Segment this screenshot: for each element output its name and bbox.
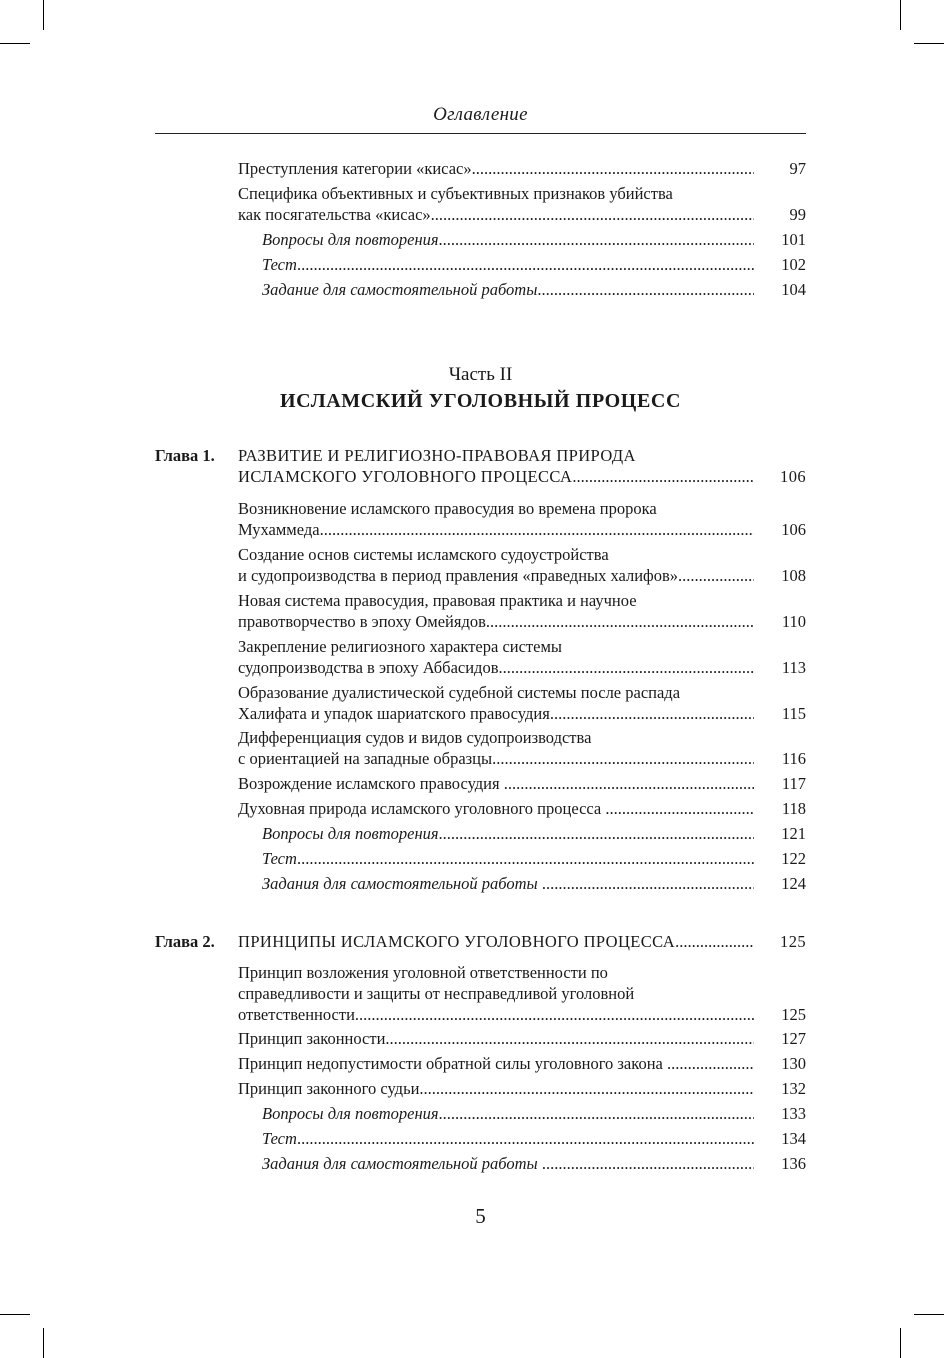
part-number: Часть II: [448, 364, 513, 385]
toc-page-number: 127: [781, 1029, 806, 1048]
toc-page-number: 108: [781, 566, 806, 585]
toc-entry-title: Создание основ системы исламского судоустройства: [238, 545, 609, 564]
toc-page-number: 104: [781, 280, 806, 299]
toc-entry-title-cont: как посягательства «кисас»: [238, 205, 431, 224]
toc-entry-title: Задания для самостоятельной работы: [262, 874, 542, 893]
toc-entry-title: Преступления категории «кисас»: [238, 159, 472, 178]
crop-mark: [43, 1328, 44, 1358]
toc-entry-title: Задание для самостоятельной работы: [262, 280, 538, 299]
chapter-title-line: ИСЛАМСКОГО УГОЛОВНОГО ПРОЦЕССА: [238, 467, 573, 486]
toc-page-number: 118: [781, 799, 806, 818]
toc-entry[interactable]: [238, 962, 806, 1025]
toc-entry-title-cont: с ориентацией на западные образцы: [238, 749, 493, 768]
toc-entry[interactable]: [238, 498, 806, 540]
toc-entry-title-cont: и судопроизводства в период правления «праведных халифов»: [238, 566, 679, 585]
running-header: Оглавление: [433, 104, 528, 125]
toc-entry-title: Закрепление религиозного характера системы: [238, 637, 562, 656]
toc-entry-title: Тест: [262, 1129, 297, 1148]
chapter-title-line: ПРИНЦИПЫ ИСЛАМСКОГО УГОЛОВНОГО ПРОЦЕССА: [238, 932, 676, 951]
toc-page-number: 99: [789, 205, 806, 224]
toc-entry-title: Тест: [262, 255, 297, 274]
crop-mark: [43, 0, 44, 30]
toc-entry-title: Вопросы для повторения: [262, 230, 439, 249]
toc-entry-title: Новая система правосудия, правовая практика и научное: [238, 591, 637, 610]
crop-mark: [914, 1314, 944, 1315]
toc-entry[interactable]: [238, 727, 806, 769]
toc-page-number: 122: [781, 849, 806, 868]
toc-entry-title: Вопросы для повторения: [262, 824, 439, 843]
toc-entry-title: Образование дуалистической судебной системы после распада: [238, 683, 681, 702]
toc-page-number: 124: [781, 874, 806, 893]
toc-entry-title-cont: судопроизводства в эпоху Аббасидов: [238, 658, 499, 677]
toc-page-number: 134: [781, 1129, 806, 1148]
toc-entry-title-cont: Халифата и упадок шариатского правосудия: [238, 704, 550, 723]
toc-page-number: 113: [781, 658, 806, 677]
toc-entry[interactable]: [238, 544, 806, 586]
toc-entry[interactable]: [238, 773, 806, 794]
toc-entry-title: Возникновение исламского правосудия во времена пророка: [238, 499, 657, 518]
toc-entry[interactable]: [238, 158, 806, 179]
toc-subentry[interactable]: [262, 254, 806, 275]
toc-page-number: 106: [780, 467, 806, 486]
toc-entry-title: Принцип законного судьи: [238, 1079, 420, 1098]
toc-subentry[interactable]: [262, 873, 806, 894]
toc-entry-title: Тест: [262, 849, 297, 868]
header-rule: [155, 133, 806, 134]
toc-entry-title-cont: Мухаммеда: [238, 520, 320, 539]
toc-page-number: 125: [781, 1005, 806, 1024]
chapter-title-line: РАЗВИТИЕ И РЕЛИГИОЗНО-ПРАВОВАЯ ПРИРОДА: [238, 446, 636, 465]
toc-entry[interactable]: [238, 590, 806, 632]
toc-entry-title: Специфика объективных и субъективных признаков убийства: [238, 184, 673, 203]
toc-page-number: 132: [781, 1079, 806, 1098]
toc-entry-title: Вопросы для повторения: [262, 1104, 439, 1123]
toc-entry[interactable]: [238, 798, 806, 819]
toc-entry-title: Принцип возложения уголовной ответственности по: [238, 963, 608, 982]
crop-mark: [0, 43, 30, 44]
toc-entry-title-cont: ответственности: [238, 1005, 355, 1024]
toc-page-number: 102: [781, 255, 806, 274]
toc-entry[interactable]: [238, 183, 806, 225]
toc-entry-title: Принцип законности: [238, 1029, 386, 1048]
toc-page-number: 121: [781, 824, 806, 843]
toc-page-number: 101: [781, 230, 806, 249]
page-number: 5: [475, 1204, 486, 1228]
chapter-label: Глава 1.: [155, 446, 215, 465]
crop-mark: [914, 43, 944, 44]
chapter-label: Глава 2.: [155, 932, 215, 951]
toc-subentry[interactable]: [262, 279, 806, 300]
toc-entry-title: Дифференциация судов и видов судопроизводства: [238, 728, 592, 747]
toc-subentry[interactable]: [262, 848, 806, 869]
toc-page-number: 125: [780, 932, 806, 951]
crop-mark: [900, 0, 901, 30]
part-title: ИСЛАМСКИЙ УГОЛОВНЫЙ ПРОЦЕСС: [280, 390, 681, 412]
toc-page-number: 106: [781, 520, 806, 539]
toc-page-number: 117: [781, 774, 806, 793]
toc-page-number: 133: [781, 1104, 806, 1123]
crop-mark: [0, 1314, 30, 1315]
toc-entry-title-cont: справедливости и защиты от несправедливой уголовной: [238, 984, 635, 1003]
chapter-title[interactable]: [238, 931, 806, 952]
toc-page-number: 130: [781, 1054, 806, 1073]
toc-page-number: 116: [781, 749, 806, 768]
chapter-title[interactable]: [238, 445, 806, 487]
toc-page-number: 115: [781, 704, 806, 723]
toc-page-number: 97: [789, 159, 806, 178]
toc-entry-title: Духовная природа исламского уголовного процесса: [238, 799, 606, 818]
toc-entry-title: Возрождение исламского правосудия: [238, 774, 504, 793]
toc-subentry[interactable]: [262, 1153, 806, 1174]
toc-entry-title: Задания для самостоятельной работы: [262, 1154, 542, 1173]
toc-page-number: 136: [781, 1154, 806, 1173]
toc-subentry[interactable]: [262, 823, 806, 844]
toc-subentry[interactable]: [262, 1128, 806, 1149]
toc-entry[interactable]: [238, 1078, 806, 1099]
toc-entry-title: Принцип недопустимости обратной силы уголовного закона: [238, 1054, 667, 1073]
toc-entry-title-cont: правотворчество в эпоху Омейядов: [238, 612, 486, 631]
toc-subentry[interactable]: [262, 1103, 806, 1124]
toc-entry[interactable]: [238, 636, 806, 678]
crop-mark: [900, 1328, 901, 1358]
toc-entry[interactable]: [238, 1028, 806, 1049]
toc-entry[interactable]: [238, 1053, 806, 1074]
toc-page-number: 110: [781, 612, 806, 631]
toc-subentry[interactable]: [262, 229, 806, 250]
toc-entry[interactable]: [238, 682, 806, 724]
